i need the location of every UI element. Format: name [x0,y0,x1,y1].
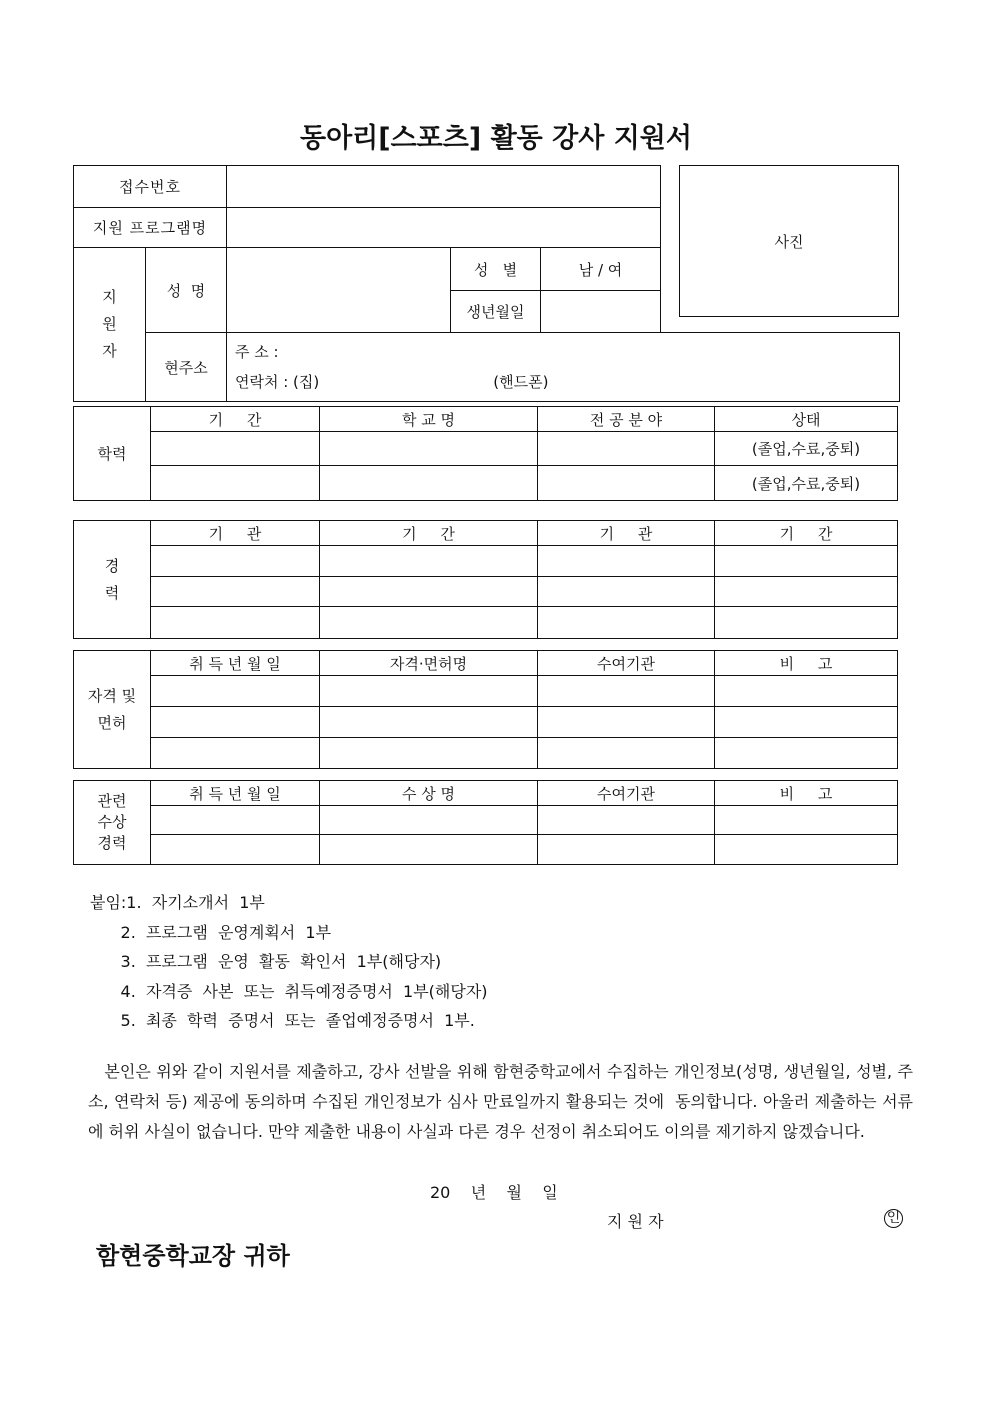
attachments-list [90,888,488,1036]
licenses-header-issuer: 수여기관 [538,651,715,676]
award-cell[interactable] [715,835,898,865]
award-cell[interactable] [151,835,320,865]
education-header-school: 학 교 명 [320,407,538,432]
table-row [74,738,898,769]
education-major-field[interactable] [538,432,715,466]
awards-header-note: 비 고 [715,781,898,806]
table-row [74,466,898,501]
mobile-label: (핸드폰) [493,373,549,391]
table-row [74,607,898,639]
award-cell[interactable] [320,806,538,835]
photo-spacer [661,248,900,333]
table-row [74,806,898,835]
contact-label: 연락처 : (집) [235,373,320,391]
career-cell[interactable] [538,546,715,577]
career-cell[interactable] [151,607,320,639]
education-period-field[interactable] [151,466,320,501]
applicant-info-table [73,165,661,248]
career-header-org-2: 기 관 [538,521,715,546]
career-table [73,520,898,639]
page-title: 동아리[스포츠] 활동 강사 지원서 [300,123,692,154]
licenses-header-note: 비 고 [715,651,898,676]
licenses-header-date: 취 득 년 월 일 [151,651,320,676]
award-cell[interactable] [538,806,715,835]
license-cell[interactable] [538,676,715,707]
license-cell[interactable] [151,707,320,738]
career-header-period-2: 기 간 [715,521,898,546]
awards-table [73,780,898,865]
career-cell[interactable] [538,577,715,607]
license-cell[interactable] [538,738,715,769]
table-row [74,707,898,738]
career-cell[interactable] [320,607,538,639]
license-cell[interactable] [151,676,320,707]
license-cell[interactable] [715,738,898,769]
education-status-field[interactable]: (졸업,수료,중퇴) [715,432,898,466]
education-period-field[interactable] [151,432,320,466]
attachment-item: 2. 프로그램 운영계획서 1부 [90,922,332,942]
birthdate-label: 생년월일 [451,291,541,333]
career-cell[interactable] [151,577,320,607]
name-label: 성 명 [146,248,227,333]
career-header-period-1: 기 간 [320,521,538,546]
education-header-major: 전 공 분 야 [538,407,715,432]
licenses-table [73,650,898,769]
education-header-status: 상태 [715,407,898,432]
birthdate-field[interactable] [541,291,661,333]
license-cell[interactable] [538,707,715,738]
reception-number-label: 접수번호 [74,166,227,208]
license-cell[interactable] [320,707,538,738]
attachment-item: 붙임:1. 자기소개서 1부 [90,893,265,912]
program-name-field[interactable] [227,208,661,248]
education-label: 학력 [74,407,151,501]
table-row [74,546,898,577]
seal-mark: 인 [884,1209,903,1228]
program-name-label: 지원 프로그램명 [74,208,227,248]
license-cell[interactable] [151,738,320,769]
awards-header-name: 수 상 명 [320,781,538,806]
career-header-org-1: 기 관 [151,521,320,546]
award-cell[interactable] [151,806,320,835]
awards-header-issuer: 수여기관 [538,781,715,806]
table-row [74,676,898,707]
license-cell[interactable] [320,738,538,769]
career-cell[interactable] [538,607,715,639]
career-cell[interactable] [320,577,538,607]
awards-header-date: 취 득 년 월 일 [151,781,320,806]
education-school-field[interactable] [320,466,538,501]
award-cell[interactable] [320,835,538,865]
award-cell[interactable] [538,835,715,865]
applicant-personal-table [73,247,900,402]
address-cell[interactable] [227,333,900,402]
attachment-item: 4. 자격증 사본 또는 취득예정증명서 1부(해당자) [90,981,488,1001]
gender-label: 성 별 [451,248,541,291]
award-cell[interactable] [715,806,898,835]
signer-label: 지 원 자 [607,1212,664,1231]
contact-line [227,367,899,397]
name-field[interactable] [227,248,451,333]
attachment-item: 5. 최종 학력 증명서 또는 졸업예정증명서 1부. [90,1011,475,1030]
career-cell[interactable] [715,577,898,607]
table-row [74,432,898,466]
career-cell[interactable] [715,607,898,639]
applicant-label: 지 원 자 [74,248,146,402]
career-cell[interactable] [715,546,898,577]
education-major-field[interactable] [538,466,715,501]
address-label: 주 소 : [235,343,279,361]
gender-value[interactable]: 남 / 여 [541,248,661,291]
licenses-label: 자격 및 면허 [74,651,151,769]
awards-label: 관련 수상 경력 [74,781,151,865]
date-line[interactable]: 20 년 월 일 [430,1183,558,1202]
address-section-label: 현주소 [146,333,227,402]
license-cell[interactable] [715,707,898,738]
addressee: 함현중학교장 귀하 [96,1242,290,1270]
education-school-field[interactable] [320,432,538,466]
education-table [73,406,898,501]
education-status-field[interactable]: (졸업,수료,중퇴) [715,466,898,501]
career-cell[interactable] [151,546,320,577]
career-cell[interactable] [320,546,538,577]
license-cell[interactable] [320,676,538,707]
education-header-period: 기 간 [151,407,320,432]
photo-label: 사진 [774,232,804,251]
attachment-item: 3. 프로그램 운영 활동 확인서 1부(해당자) [90,952,442,971]
consent-paragraph: 본인은 위와 같이 지원서를 제출하고, 강사 선발을 위해 함현중학교에서 수집하는 개인정보(성명, 생년월일, 성별, 주소, 연락처 등) 제공에 동의하며 수집된 개인정보가 심사 만료일까지 활용되는 것에 동의합니다. 아울러 제출하는 서류에 허위 사실이 없습니다. 만약 제출한 내용이 사실과 다른 경우 선정이 취소되어도 이의를 제기하지 않겠습니다. [88,1062,913,1141]
reception-number-field[interactable] [227,166,661,208]
licenses-header-name: 자격·면허명 [320,651,538,676]
career-label: 경 력 [74,521,151,639]
table-row [74,577,898,607]
license-cell[interactable] [715,676,898,707]
table-row [74,835,898,865]
